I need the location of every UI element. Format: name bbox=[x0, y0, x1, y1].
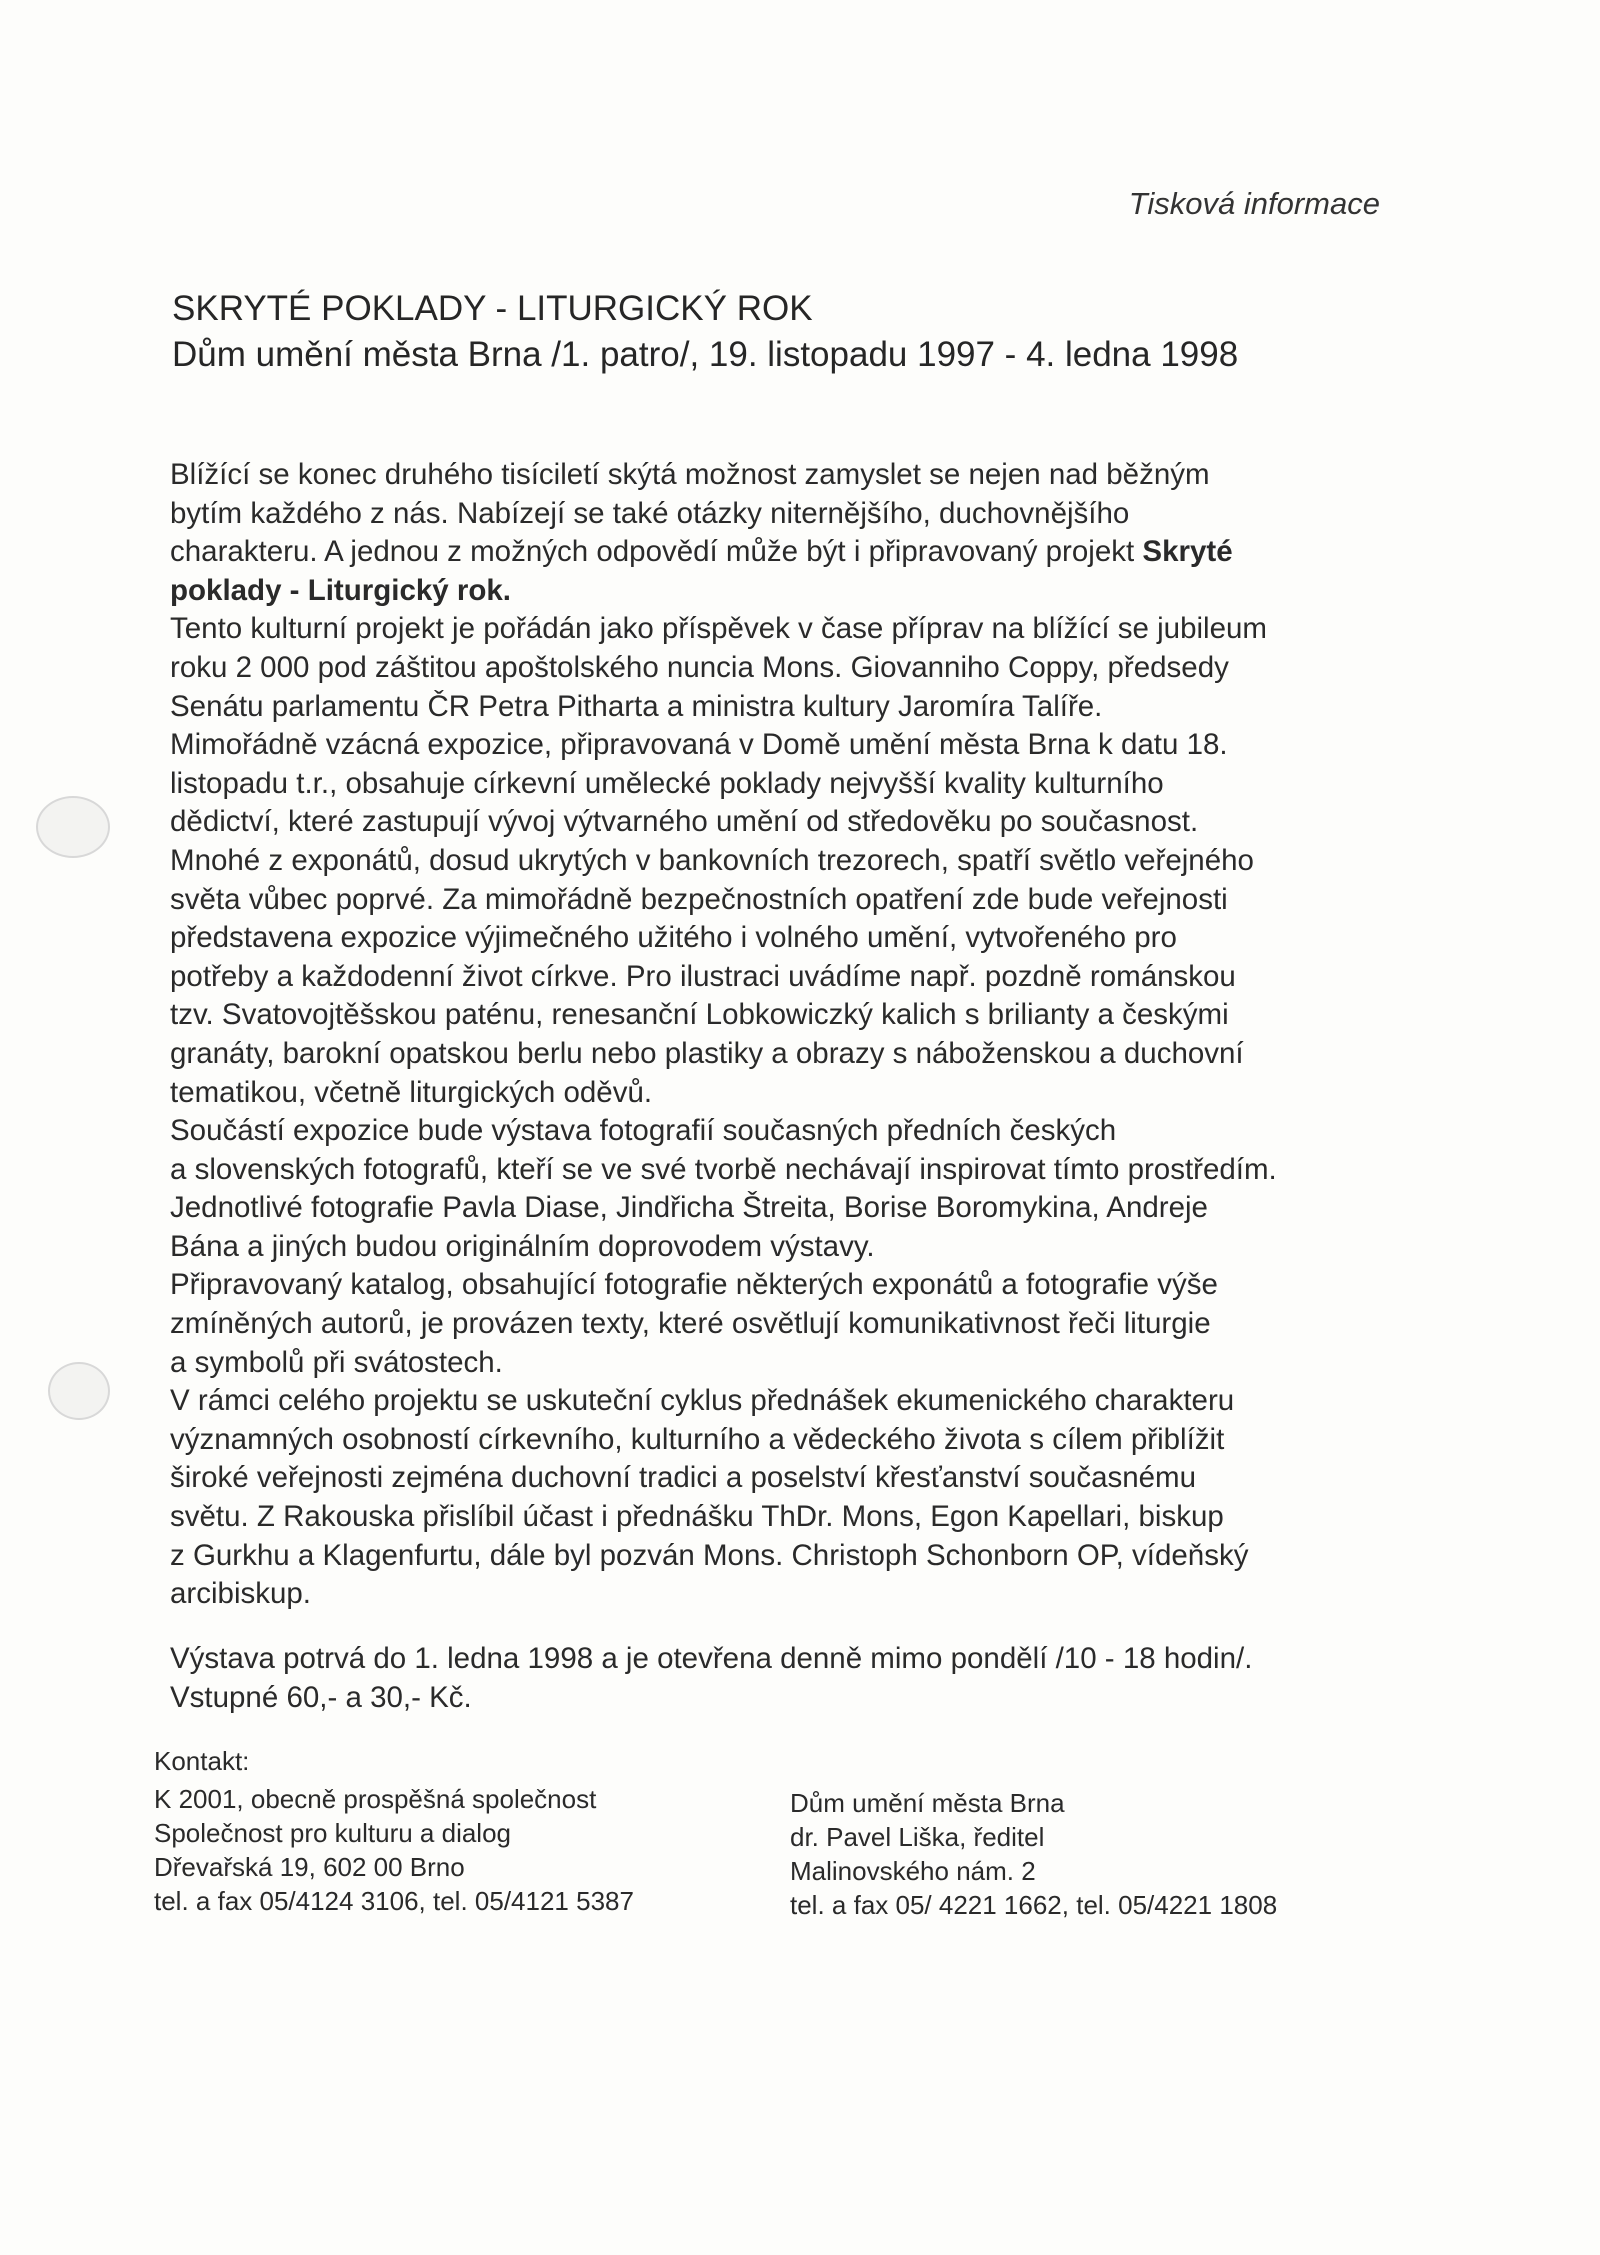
paper-smudge-bottom bbox=[48, 1362, 110, 1420]
text-line: Tento kulturní projekt je pořádán jako příspěvek v čase příprav na blížící se jubileum bbox=[170, 612, 1267, 646]
contact-line: Společnost pro kulturu a dialog bbox=[154, 1818, 512, 1848]
text-line: listopadu t.r., obsahuje církevní umělecké poklady nejvyšší kvality kulturního bbox=[170, 766, 1164, 800]
text-line: a slovenských fotografů, kteří se ve své tvorbě nechávají inspirovat tímto prostředím. bbox=[170, 1152, 1277, 1186]
intro-paragraph bbox=[170, 456, 1392, 610]
contact-venue bbox=[790, 1782, 1390, 1922]
text-line: granáty, barokní opatskou berlu nebo plastiky a obrazy s náboženskou a duchovní bbox=[170, 1036, 1244, 1070]
document-type-label: Tisková informace bbox=[1128, 186, 1380, 221]
project-name-bold: Skryté bbox=[1142, 535, 1233, 569]
paper-smudge-top bbox=[36, 796, 110, 858]
main-paragraph bbox=[170, 610, 1392, 1613]
exhibition-title: SKRYTÉ POKLADY - LITURGICKÝ ROK bbox=[172, 289, 813, 328]
text-line: světu. Z Rakouska přislíbil účast i přednášku ThDr. Mons, Egon Kapellari, biskup bbox=[170, 1500, 1224, 1534]
text-line: významných osobností církevního, kulturního a vědeckého života s cílem přiblížit bbox=[170, 1422, 1225, 1456]
text-line: arcibiskup. bbox=[170, 1577, 312, 1611]
text-line: z Gurkhu a Klagenfurtu, dále byl pozván Mons. Christoph Schonborn OP, vídeňský bbox=[170, 1538, 1249, 1572]
contact-line: Dům umění města Brna bbox=[790, 1788, 1065, 1818]
contact-line: tel. a fax 05/4124 3106, tel. 05/4121 5387 bbox=[154, 1886, 634, 1916]
text-line: Blížící se konec druhého tisíciletí skýtá možnost zamyslet se nejen nad běžným bbox=[170, 458, 1210, 491]
text-line: bytím každého z nás. Nabízejí se také otázky niternějšího, duchovnějšího bbox=[170, 496, 1130, 530]
exhibition-venue-dates: Dům umění města Brna /1. patro/, 19. listopadu 1997 - 4. ledna 1998 bbox=[172, 335, 1239, 374]
project-name-bold: poklady - Liturgický rok. bbox=[170, 573, 511, 607]
text-line: tematikou, včetně liturgických oděvů. bbox=[170, 1075, 653, 1109]
contact-organizer bbox=[154, 1782, 790, 1922]
text-line: Mnohé z exponátů, dosud ukrytých v bankovních trezorech, spatří světlo veřejného bbox=[170, 843, 1254, 877]
title-block bbox=[172, 286, 1432, 378]
admission-price: Vstupné 60,- a 30,- Kč. bbox=[170, 1680, 472, 1714]
text-line: představena expozice výjimečného užitého i volného umění, vytvořeného pro bbox=[170, 921, 1177, 955]
text-line: Bána a jiných budou originálním doprovodem výstavy. bbox=[170, 1229, 875, 1263]
body-text bbox=[170, 456, 1392, 1614]
text-line bbox=[170, 533, 1392, 572]
contact-label: Kontakt: bbox=[154, 1746, 250, 1776]
text-line: široké veřejnosti zejména duchovní tradici a poselství křesťanství současnému bbox=[170, 1461, 1197, 1495]
contact-line: Malinovského nám. 2 bbox=[790, 1856, 1036, 1886]
contact-line: K 2001, obecně prospěšná společnost bbox=[154, 1784, 597, 1814]
text-line: tzv. Svatovojtěšskou paténu, renesanční Lobkowiczký kalich s brilianty a českými bbox=[170, 998, 1229, 1032]
text-line: V rámci celého projektu se uskuteční cyklus přednášek ekumenického charakteru bbox=[170, 1384, 1235, 1418]
text-line: Jednotlivé fotografie Pavla Diase, Jindřicha Štreita, Borise Boromykina, Andreje bbox=[170, 1191, 1208, 1225]
contact-line: dr. Pavel Liška, ředitel bbox=[790, 1822, 1045, 1852]
text-line: zmíněných autorů, je provázen texty, které osvětlují komunikativnost řeči liturgie bbox=[170, 1307, 1211, 1341]
contact-columns bbox=[154, 1782, 1454, 1922]
text-line: světa vůbec poprvé. Za mimořádně bezpečnostních opatření zde bude veřejnosti bbox=[170, 882, 1228, 916]
contact-line: tel. a fax 05/ 4221 1662, tel. 05/4221 1808 bbox=[790, 1890, 1278, 1920]
text-line: Senátu parlamentu ČR Petra Pitharta a ministra kultury Jaromíra Talíře. bbox=[170, 689, 1103, 723]
text-line: dědictví, které zastupují vývoj výtvarného umění od středověku po současnost. bbox=[170, 805, 1199, 839]
text-line: Mimořádně vzácná expozice, připravovaná v Domě umění města Brna k datu 18. bbox=[170, 728, 1228, 762]
text-line: a symbolů při svátostech. bbox=[170, 1345, 503, 1379]
text-line: potřeby a každodenní život církve. Pro ilustraci uvádíme např. pozdně románskou bbox=[170, 959, 1236, 993]
text-line: Připravovaný katalog, obsahující fotografie některých exponátů a fotografie výše bbox=[170, 1268, 1218, 1302]
text-line: roku 2 000 pod záštitou apoštolského nuncia Mons. Giovanniho Coppy, předsedy bbox=[170, 650, 1229, 684]
text-fragment: charakteru. A jednou z možných odpovědí může být i připravovaný projekt bbox=[170, 535, 1143, 569]
contact-line: Dřevařská 19, 602 00 Brno bbox=[154, 1852, 465, 1882]
opening-hours-block bbox=[170, 1640, 1430, 1717]
opening-hours: Výstava potrvá do 1. ledna 1998 a je otevřena denně mimo pondělí /10 - 18 hodin/. bbox=[170, 1642, 1253, 1675]
contact-block bbox=[154, 1744, 1454, 1922]
text-line: Součástí expozice bude výstava fotografií současných předních českých bbox=[170, 1114, 1117, 1148]
